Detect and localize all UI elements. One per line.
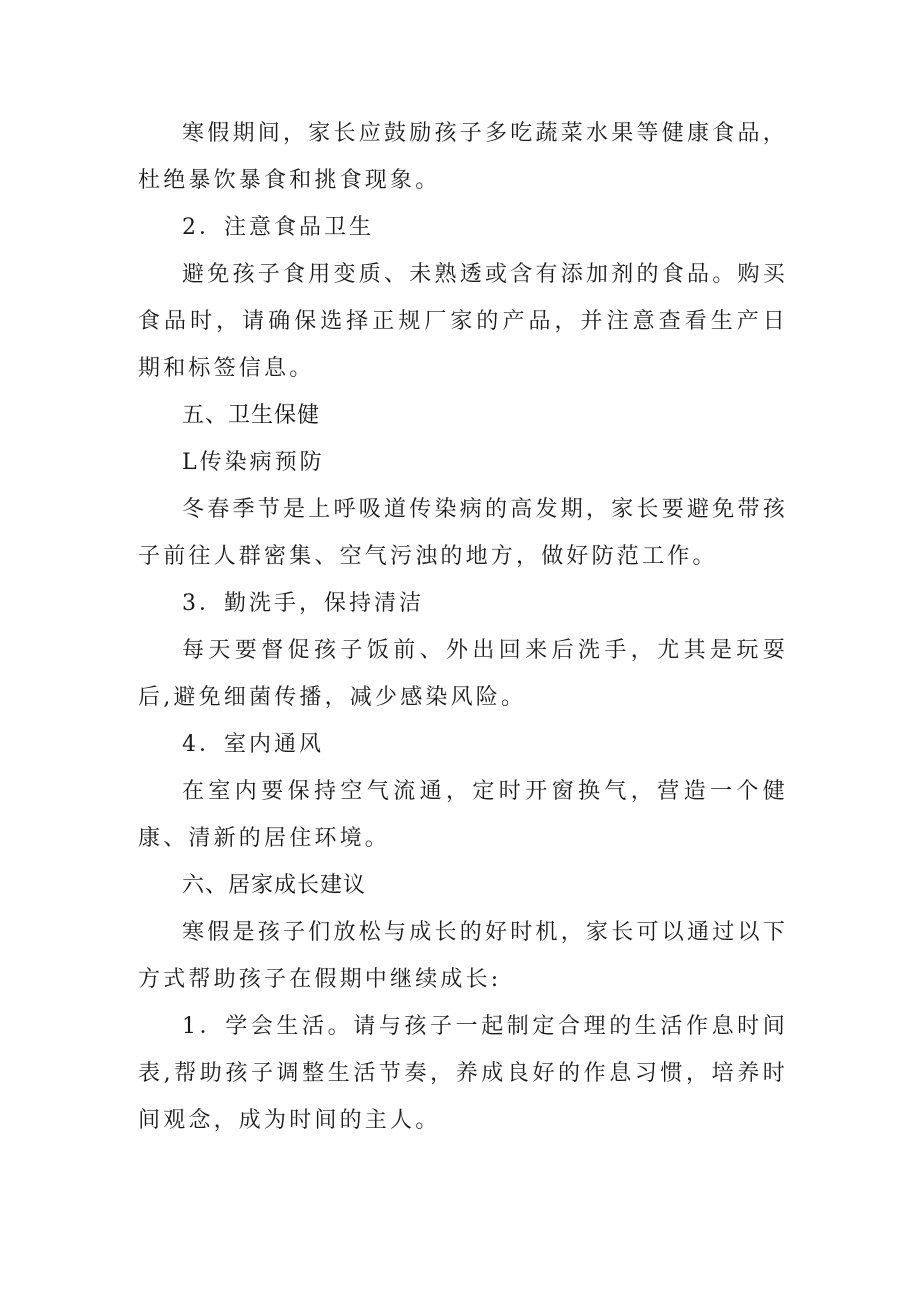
subheading-ventilation: 4．室内通风 bbox=[182, 732, 324, 757]
section-heading-home-growth: 六、居家成长建议 bbox=[182, 873, 367, 898]
paragraph-disease-prevention: 冬春季节是上呼吸道传染病的高发期，家长要避免带孩子前往人群密集、空气污浊的地方，做好防范工作。 bbox=[138, 497, 788, 569]
subheading-hand-washing: 3．勤洗手，保持清洁 bbox=[182, 591, 424, 616]
paragraph-food-hygiene: 避免孩子食用变质、未熟透或含有添加剂的食品。购买食品时，请确保选择正规厂家的产品，并注意查看生产日期和标签信息。 bbox=[138, 262, 788, 381]
paragraph-ventilation: 在室内要保持空气流通，定时开窗换气，营造一个健康、清新的居住环境。 bbox=[138, 779, 788, 851]
subheading-disease-prevention: L传染病预防 bbox=[182, 450, 325, 475]
subheading-food-hygiene: 2．注意食品卫生 bbox=[182, 215, 374, 240]
paragraph-diet-advice: 寒假期间，家长应鼓励孩子多吃蔬菜水果等健康食品，杜绝暴饮暴食和挑食现象。 bbox=[138, 121, 788, 193]
document-body bbox=[138, 110, 788, 1144]
paragraph-home-growth-intro: 寒假是孩子们放松与成长的好时机，家长可以通过以下方式帮助孩子在假期中继续成长: bbox=[138, 920, 788, 992]
paragraph-learn-to-live: 1．学会生活。请与孩子一起制定合理的生活作息时间表,帮助孩子调整生活节奏，养成良好的作息习惯，培养时间观念，成为时间的主人。 bbox=[138, 1014, 788, 1133]
section-heading-health-care: 五、卫生保健 bbox=[182, 403, 321, 428]
paragraph-hand-washing: 每天要督促孩子饭前、外出回来后洗手，尤其是玩耍后,避免细菌传播，减少感染风险。 bbox=[138, 638, 788, 710]
